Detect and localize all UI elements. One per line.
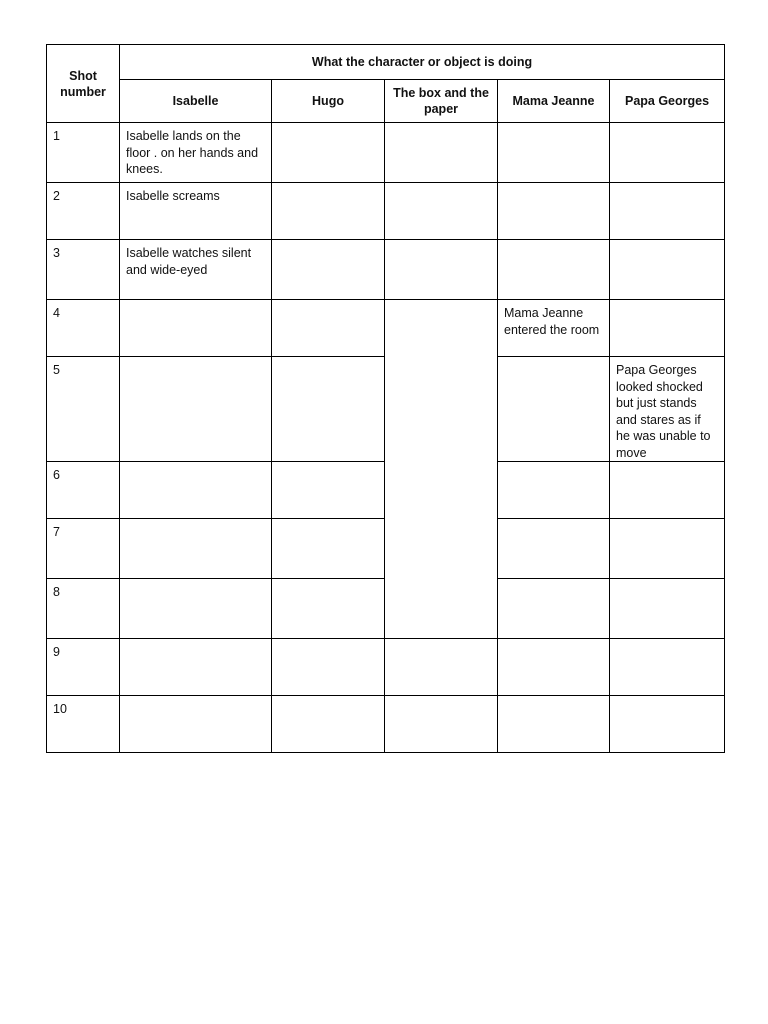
hugo-cell[interactable] xyxy=(272,300,385,357)
isabelle-cell[interactable]: Isabelle watches silent and wide-eyed xyxy=(120,240,272,300)
mama-jeanne-cell[interactable] xyxy=(498,123,610,183)
table-row xyxy=(47,639,725,696)
papa-georges-cell[interactable] xyxy=(610,123,725,183)
box-paper-cell[interactable] xyxy=(385,639,498,696)
mama-jeanne-cell[interactable] xyxy=(498,357,610,462)
shot-number-cell: 2 xyxy=(47,183,120,240)
papa-georges-cell[interactable] xyxy=(610,579,725,639)
shot-number-cell: 9 xyxy=(47,639,120,696)
isabelle-cell[interactable] xyxy=(120,300,272,357)
isabelle-cell[interactable]: Isabelle screams xyxy=(120,183,272,240)
shot-number-cell: 6 xyxy=(47,462,120,519)
hugo-cell[interactable] xyxy=(272,357,385,462)
shot-number-cell: 7 xyxy=(47,519,120,579)
header-row-2 xyxy=(47,80,725,123)
shot-number-cell: 10 xyxy=(47,696,120,753)
mama-jeanne-cell[interactable] xyxy=(498,519,610,579)
isabelle-cell[interactable] xyxy=(120,579,272,639)
shot-number-cell: 8 xyxy=(47,579,120,639)
box-paper-cell[interactable] xyxy=(385,183,498,240)
papa-georges-cell[interactable] xyxy=(610,300,725,357)
papa-georges-cell[interactable]: Papa Georges looked shocked but just stands and stares as if he was unable to move xyxy=(610,357,725,462)
hugo-cell[interactable] xyxy=(272,639,385,696)
shot-list-sheet xyxy=(46,44,724,753)
hugo-cell[interactable] xyxy=(272,240,385,300)
column-header-box-and-paper: The box and the paper xyxy=(385,80,498,123)
shot-number-cell: 5 xyxy=(47,357,120,462)
isabelle-cell[interactable] xyxy=(120,357,272,462)
mama-jeanne-cell[interactable]: Mama Jeanne entered the room xyxy=(498,300,610,357)
column-header-mama-jeanne: Mama Jeanne xyxy=(498,80,610,123)
shot-number-cell: 1 xyxy=(47,123,120,183)
papa-georges-cell[interactable] xyxy=(610,183,725,240)
header-row-1 xyxy=(47,45,725,80)
shot-number-cell: 4 xyxy=(47,300,120,357)
papa-georges-cell[interactable] xyxy=(610,696,725,753)
isabelle-cell[interactable] xyxy=(120,639,272,696)
table-row xyxy=(47,240,725,300)
isabelle-cell[interactable]: Isabelle lands on the floor . on her hands and knees. xyxy=(120,123,272,183)
table-row xyxy=(47,696,725,753)
isabelle-cell[interactable] xyxy=(120,462,272,519)
papa-georges-cell[interactable] xyxy=(610,639,725,696)
column-header-hugo: Hugo xyxy=(272,80,385,123)
mama-jeanne-cell[interactable] xyxy=(498,240,610,300)
papa-georges-cell[interactable] xyxy=(610,240,725,300)
hugo-cell[interactable] xyxy=(272,519,385,579)
shot-list-table xyxy=(46,44,725,753)
shot-number-header: Shot number xyxy=(47,45,120,123)
isabelle-cell[interactable] xyxy=(120,696,272,753)
hugo-cell[interactable] xyxy=(272,579,385,639)
doing-header: What the character or object is doing xyxy=(120,45,725,80)
mama-jeanne-cell[interactable] xyxy=(498,696,610,753)
box-paper-cell[interactable] xyxy=(385,123,498,183)
mama-jeanne-cell[interactable] xyxy=(498,183,610,240)
box-paper-merged-cell[interactable] xyxy=(385,300,498,639)
table-row xyxy=(47,300,725,357)
mama-jeanne-cell[interactable] xyxy=(498,639,610,696)
hugo-cell[interactable] xyxy=(272,696,385,753)
hugo-cell[interactable] xyxy=(272,462,385,519)
papa-georges-cell[interactable] xyxy=(610,462,725,519)
hugo-cell[interactable] xyxy=(272,123,385,183)
box-paper-cell[interactable] xyxy=(385,696,498,753)
column-header-isabelle: Isabelle xyxy=(120,80,272,123)
hugo-cell[interactable] xyxy=(272,183,385,240)
mama-jeanne-cell[interactable] xyxy=(498,579,610,639)
shot-number-cell: 3 xyxy=(47,240,120,300)
table-row xyxy=(47,123,725,183)
table-row xyxy=(47,183,725,240)
papa-georges-cell[interactable] xyxy=(610,519,725,579)
box-paper-cell[interactable] xyxy=(385,240,498,300)
mama-jeanne-cell[interactable] xyxy=(498,462,610,519)
column-header-papa-georges: Papa Georges xyxy=(610,80,725,123)
isabelle-cell[interactable] xyxy=(120,519,272,579)
